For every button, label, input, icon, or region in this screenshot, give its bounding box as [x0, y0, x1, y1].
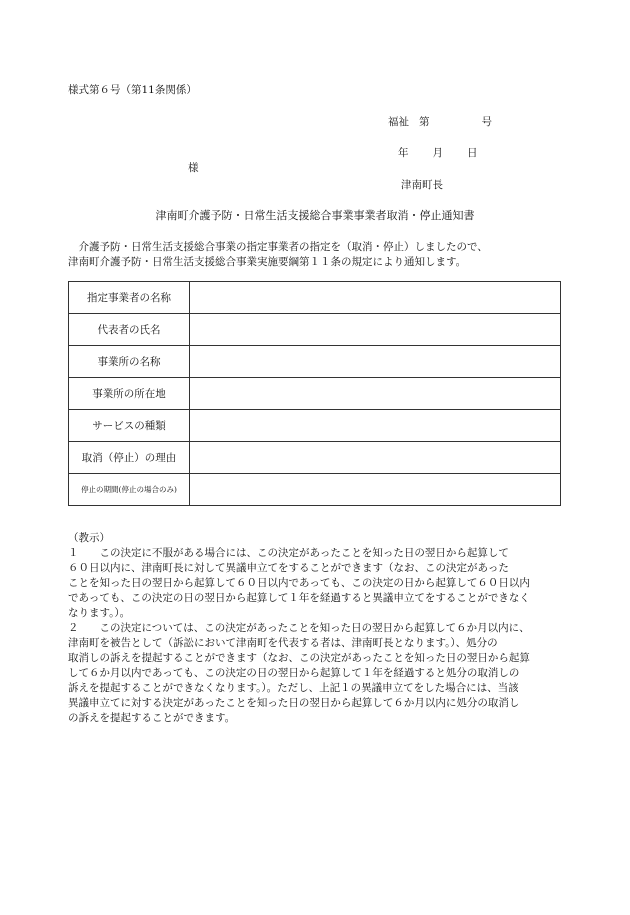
- table-row: [69, 314, 561, 346]
- table-row: [69, 442, 561, 474]
- notes-line: 訴えを提起することができなくなります。）。ただし、上記１の異議申立てをした場合には、当該: [68, 682, 519, 694]
- notes-line: 異議申立てに対する決定があったことを知った日の翌日から起算して６か月以内に処分の取消し: [68, 697, 520, 709]
- notes-line: であっても、この決定の日の翌日から起算して１年を経過すると異議申立てをすることができなく: [68, 592, 530, 604]
- table-row: [69, 474, 561, 506]
- document-number: [388, 114, 492, 129]
- row-label: サービスの種類: [69, 410, 190, 442]
- body-text: [68, 240, 568, 270]
- notes-line: １ この決定に不服がある場合には、この決定があったことを知った日の翌日から起算して: [68, 547, 509, 559]
- row-value[interactable]: [190, 474, 561, 506]
- notes-line: （教示）: [68, 532, 110, 544]
- form-number: 様式第６号（第11条関係）: [68, 84, 197, 96]
- row-value[interactable]: [190, 346, 561, 378]
- document-title: 津南町介護予防・日常生活支援総合事業事業者取消・停止通知書: [155, 209, 475, 222]
- doc-number-dai: 第: [419, 116, 430, 128]
- doc-number-prefix: 福祉: [388, 116, 409, 128]
- row-value[interactable]: [190, 314, 561, 346]
- info-table: [68, 281, 561, 506]
- row-value[interactable]: [190, 442, 561, 474]
- row-label: 取消（停止）の理由: [69, 442, 190, 474]
- notes-line: 津南町を被告として（訴訟において津南町を代表する者は、津南町長となります。）、処分の: [68, 637, 498, 649]
- row-value[interactable]: [190, 410, 561, 442]
- table-row: [69, 346, 561, 378]
- table-row: [69, 282, 561, 314]
- addressee-suffix: 様: [188, 162, 199, 174]
- row-label: 事業所の所在地: [69, 378, 190, 410]
- row-label: 指定事業者の名称: [69, 282, 190, 314]
- row-label: 停止の期間(停止の場合のみ): [69, 474, 190, 506]
- instructions-notes: [68, 531, 568, 726]
- notes-line: ６０日以内に、津南町長に対して異議申立てをすることができます（なお、この決定があった: [68, 562, 509, 574]
- date-year: 年: [398, 147, 409, 159]
- table-row: [69, 410, 561, 442]
- notes-line: して６か月以内であっても、この決定の日の翌日から起算して１年を経過すると処分の取消しの: [68, 667, 520, 679]
- row-label: 事業所の名称: [69, 346, 190, 378]
- notes-line: 取消しの訴えを提起することができます（なお、この決定があったことを知った日の翌日から起算: [68, 652, 530, 664]
- body-line: 介護予防・日常生活支援総合事業の指定事業者の指定を（取消・停止）しましたので、: [68, 241, 488, 253]
- date-day: 日: [467, 147, 478, 159]
- issuer: 津南町長: [401, 179, 443, 191]
- issue-date: [398, 145, 478, 160]
- table-row: [69, 378, 561, 410]
- notes-line: ことを知った日の翌日から起算して６０日以内であっても、この決定の日から起算して６０日以内: [68, 577, 530, 589]
- doc-number-go: 号: [481, 116, 492, 128]
- date-month: 月: [432, 147, 443, 159]
- body-line: 津南町介護予防・日常生活支援総合事業実施要綱第１１条の規定により通知します。: [68, 256, 467, 268]
- notes-line: ２ この決定については、この決定があったことを知った日の翌日から起算して６か月以内に、: [68, 622, 530, 634]
- notes-line: の訴えを提起することができます。: [68, 712, 236, 724]
- row-label: 代表者の氏名: [69, 314, 190, 346]
- row-value[interactable]: [190, 282, 561, 314]
- notes-line: なります。）。: [68, 607, 131, 619]
- row-value[interactable]: [190, 378, 561, 410]
